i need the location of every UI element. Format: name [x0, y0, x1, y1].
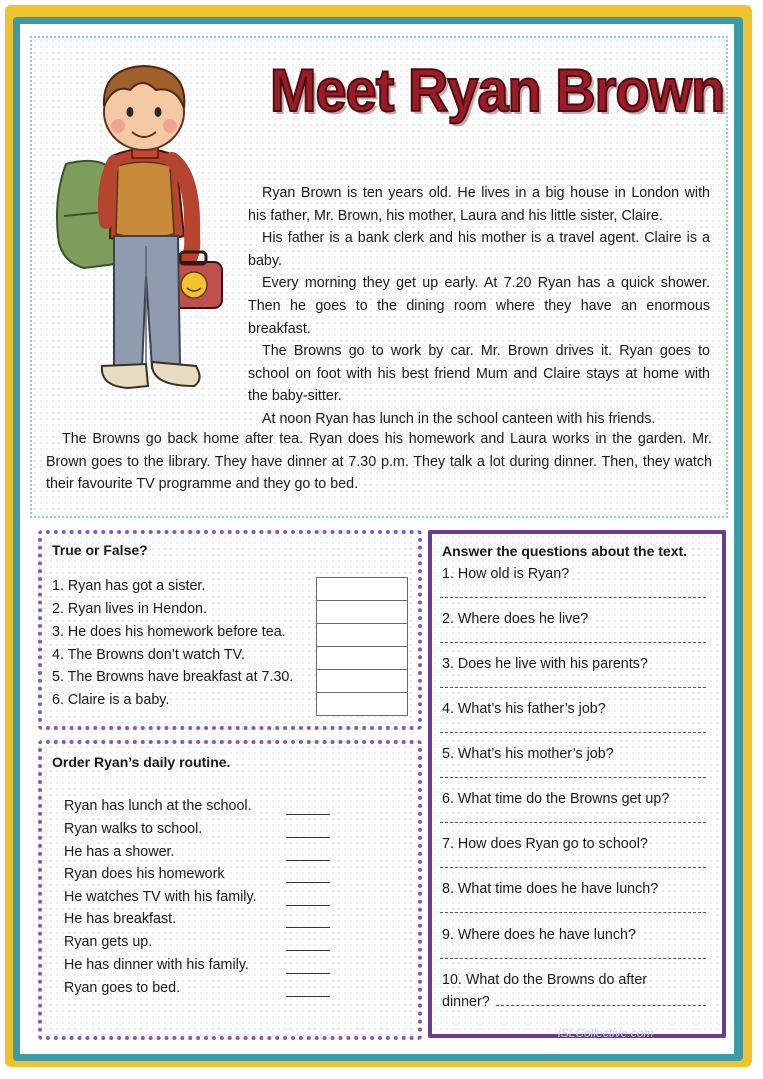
- answer-cell-4[interactable]: [317, 647, 407, 670]
- order-blank[interactable]: [286, 882, 330, 883]
- questions-heading: Answer the questions about the text.: [442, 543, 688, 559]
- question-item: 1. How old is Ryan?: [442, 566, 570, 582]
- order-item: He has a shower.: [64, 844, 175, 860]
- order-blank[interactable]: [286, 927, 330, 928]
- answer-cell-1[interactable]: [317, 578, 407, 601]
- story-last-paragraph: The Browns go back home after tea. Ryan does his homework and Laura works in the garden. Mr. Brown goes to the library. They have dinner at 7.30 p.m. They talk a lot during dinner. Then, they watch their favourite TV programme and they go to bed.: [46, 431, 712, 493]
- true-false-item: 6. Claire is a baby.: [52, 692, 170, 708]
- question-item: 3. Does he live with his parents?: [442, 656, 648, 672]
- story-paragraph: At noon Ryan has lunch in the school canteen with his friends.: [262, 410, 656, 427]
- order-blank[interactable]: [286, 950, 330, 951]
- question-item-continued: dinner?: [442, 994, 490, 1010]
- true-false-item: 3. He does his homework before tea.: [52, 624, 286, 640]
- answer-line[interactable]: [440, 822, 706, 823]
- order-item: He watches TV with his family.: [64, 889, 257, 905]
- answer-cell-6[interactable]: [317, 693, 407, 715]
- questions-box: [428, 530, 726, 1038]
- answer-line[interactable]: [440, 777, 706, 778]
- order-item: Ryan goes to bed.: [64, 980, 181, 996]
- order-item: Ryan walks to school.: [64, 821, 203, 837]
- answer-cell-3[interactable]: [317, 624, 407, 647]
- answer-line[interactable]: [440, 867, 706, 868]
- question-item: 4. What’s his father’s job?: [442, 701, 606, 717]
- answer-line[interactable]: [440, 597, 706, 598]
- answer-line[interactable]: [440, 732, 706, 733]
- story-paragraph: Every morning they get up early. At 7.20 Ryan has a quick shower. Then he goes to the dining room where they have an enormous breakfast.: [248, 275, 710, 337]
- true-false-item: 4. The Browns don’t watch TV.: [52, 647, 245, 663]
- question-item: 6. What time do the Browns get up?: [442, 791, 670, 807]
- boy-illustration: [44, 46, 244, 406]
- true-false-item: 5. The Browns have breakfast at 7.30.: [52, 669, 294, 685]
- story-paragraph: The Browns go to work by car. Mr. Brown drives it. Ryan goes to school on foot with his best friend Mum and Claire stays at home with the baby-sitter.: [248, 343, 710, 405]
- question-item: 2. Where does he live?: [442, 611, 589, 627]
- true-false-heading: True or False?: [52, 542, 148, 558]
- page-title: Meet Ryan Brown: [270, 57, 725, 124]
- order-item: Ryan does his homework: [64, 866, 225, 882]
- watermark: iSLCollective.com: [558, 1026, 654, 1040]
- true-false-answer-grid: [316, 577, 408, 716]
- answer-line[interactable]: [440, 958, 706, 959]
- answer-line[interactable]: [440, 687, 706, 688]
- story-text: [248, 182, 710, 431]
- answer-line[interactable]: [496, 1005, 706, 1006]
- order-item: Ryan gets up.: [64, 934, 153, 950]
- question-item: 5. What’s his mother’s job?: [442, 746, 614, 762]
- true-false-item: 2. Ryan lives in Hendon.: [52, 601, 207, 617]
- order-blank[interactable]: [286, 860, 330, 861]
- story-paragraph: His father is a bank clerk and his mother is a travel agent. Claire is a baby.: [248, 230, 710, 269]
- answer-cell-5[interactable]: [317, 670, 407, 693]
- order-blank[interactable]: [286, 814, 330, 815]
- order-item: Ryan has lunch at the school.: [64, 798, 252, 814]
- order-blank[interactable]: [286, 973, 330, 974]
- order-blank[interactable]: [286, 905, 330, 906]
- answer-cell-2[interactable]: [317, 601, 407, 624]
- order-blank[interactable]: [286, 996, 330, 997]
- answer-line[interactable]: [440, 912, 706, 913]
- true-false-item: 1. Ryan has got a sister.: [52, 578, 206, 594]
- order-heading: Order Ryan’s daily routine.: [52, 754, 231, 770]
- question-item: 7. How does Ryan go to school?: [442, 836, 648, 852]
- question-item: 9. Where does he have lunch?: [442, 927, 636, 943]
- order-blank[interactable]: [286, 837, 330, 838]
- order-item: He has breakfast.: [64, 911, 177, 927]
- question-item: 8. What time does he have lunch?: [442, 881, 659, 897]
- answer-line[interactable]: [440, 642, 706, 643]
- question-item: 10. What do the Browns do after: [442, 972, 648, 988]
- order-item: He has dinner with his family.: [64, 957, 249, 973]
- story-paragraph: Ryan Brown is ten years old. He lives in a big house in London with his father, Mr. Brown, his mother, Laura and his little sister, Claire.: [248, 185, 710, 224]
